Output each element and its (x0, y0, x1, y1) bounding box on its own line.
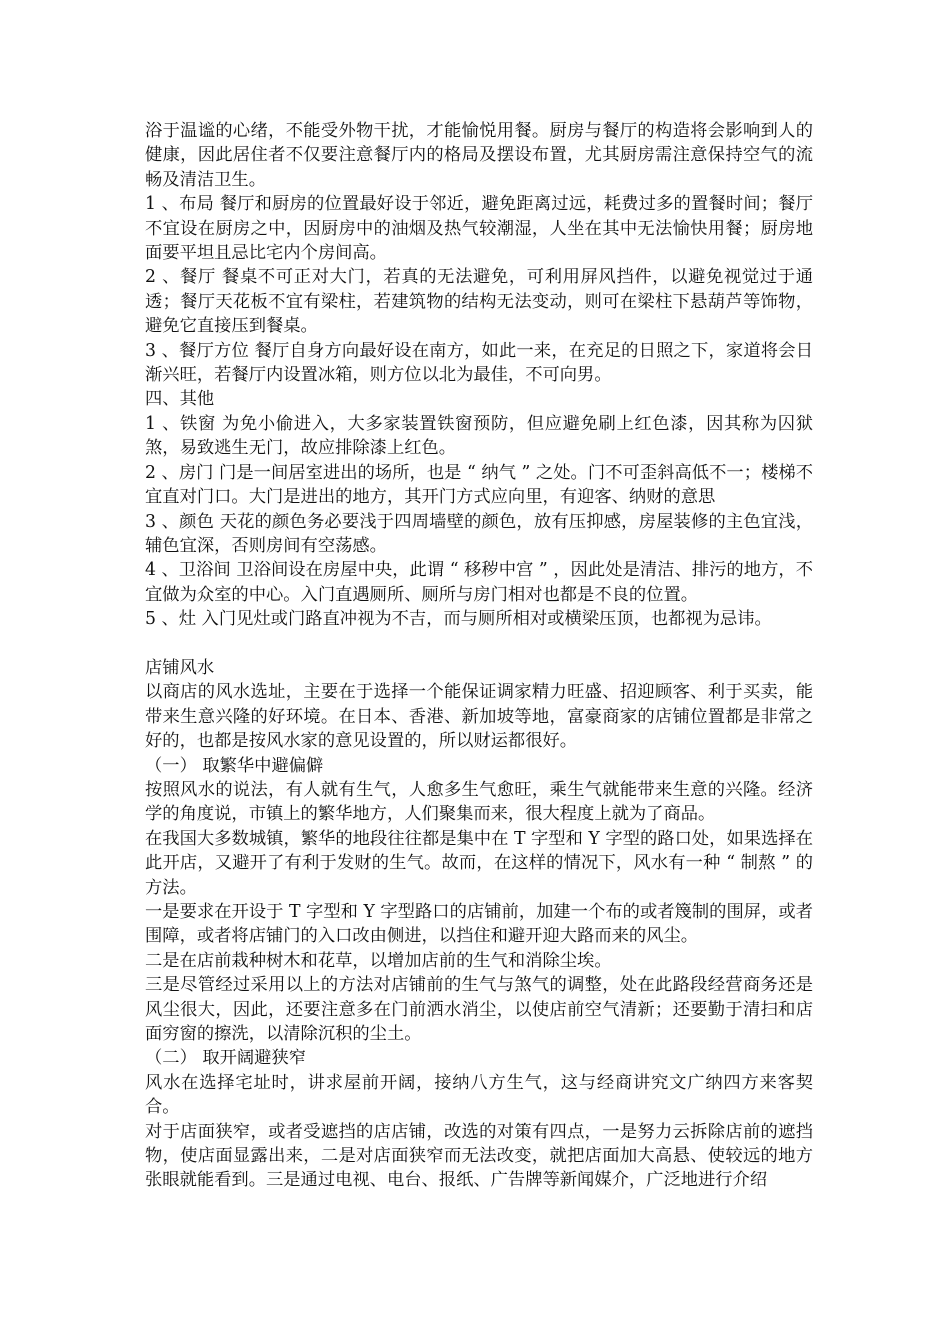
dining-item-layout: 1 、布局 餐厅和厨房的位置最好设于邻近，避免距离过远，耗费过多的置餐时间；餐厅不宜设在厨房之中，因厨房中的油烟及热气较潮湿，人坐在其中无法愉快用餐；厨房地面要平坦且忌比宅内个房间高。 (145, 194, 813, 264)
other-item-door: 2 、房门 门是一间居室进出的场所，也是 “ 纳气 ” 之处。门不可歪斜高低不一；楼梯不宜直对门口。大门是进出的地方，其开门方式应向里，有迎客、纳财的意思 (145, 462, 813, 508)
sub2-paragraph: 风水在选择宅址时，讲求屋前开阔，接纳八方生气，这与经商讲究文广纳四方来客契合。 (145, 1072, 813, 1118)
subsection-heading-2: （二） 取开阔避狭窄 (145, 1048, 307, 1069)
dining-item-table: 2 、餐厅 餐桌不可正对大门，若真的无法避免，可利用屏风挡件，以避免视觉过于通透；餐厅天花板不宜有梁柱，若建筑物的结构无法变动，则可在梁柱下悬葫芦等饰物，避免它直接压到餐桌。 (145, 267, 813, 337)
blank-line (145, 632, 813, 656)
sub2-paragraph: 对于店面狭窄，或者受遮挡的店店铺，改选的对策有四点，一是努力云拆除店前的遮挡物，使店面显露出来，二是对店面狭窄而无法改变，就把店面加大高悬、使较远的地方张眼就能看到。三是通过电视、电台、报纸、广告牌等新闻媒介，广泛地进行介绍 (145, 1121, 813, 1191)
sub1-paragraph: 一是要求在开设于 T 字型和 Y 字型路口的店铺前，加建一个布的或者篾制的围屏，或者围障，或者将店铺门的入口改由侧进，以挡住和避开迎大路而来的风尘。 (145, 901, 813, 947)
sub1-paragraph: 二是在店前栽种树木和花草，以增加店前的生气和消除尘埃。 (145, 950, 612, 971)
other-item-color: 3 、颜色 天花的颜色务必要浅于四周墙壁的颜色，放有压抑感，房屋装修的主色宜浅，辅色宜深，否则房间有空荡感。 (145, 511, 813, 556)
other-item-stove: 5 、灶 入门见灶或门路直冲视为不吉，而与厕所相对或横梁压顶，也都视为忌讳。 (145, 609, 772, 630)
other-item-window: 1 、铁窗 为免小偷进入，大多家装置铁窗预防，但应避免刷上红色漆，因其称为囚狱煞，易致逃生无门，故应排除漆上红色。 (145, 413, 813, 459)
dining-item-orientation: 3 、餐厅方位 餐厅自身方向最好设在南方，如此一来，在充足的日照之下，家道将会日渐兴旺，若餐厅内设置冰箱，则方位以北为最佳，不可向男。 (145, 340, 813, 386)
section-heading-other: 四、其他 (145, 389, 215, 410)
shop-intro: 以商店的风水选址，主要在于选择一个能保证调家精力旺盛、招迎顾客、利于买卖，能带来生意兴隆的好环境。在日本、香港、新加坡等地，富豪商家的店铺位置都是非常之好的，也都是按风水家的意见设置的，所以财运都很好。 (145, 682, 813, 752)
sub1-paragraph: 按照风水的说法，有人就有生气，人愈多生气愈旺，乘生气就能带来生意的兴隆。经济学的角度说，市镇上的繁华地方，人们聚集而来，很大程度上就为了商品。 (145, 779, 813, 825)
subsection-heading-1: （一） 取繁华中避偏僻 (145, 755, 324, 776)
sub1-paragraph: 在我国大多数城镇，繁华的地段往往都是集中在 T 字型和 Y 字型的路口处，如果选择在此开店，又避开了有利于发财的生气。故而，在这样的情况下，风水有一种 “ 制熬 ” 的方法。 (145, 828, 813, 898)
document-page (145, 119, 813, 1193)
sub1-paragraph: 三是尽管经过采用以上的方法对店铺前的生气与煞气的调整，处在此路段经营商务还是风尘很大，因此，还要注意多在门前洒水消尘，以使店前空气清新；还要勤于清扫和店面穷窗的擦洗，以清除沉积的尘土。 (145, 975, 813, 1045)
other-item-bathroom: 4 、卫浴间 卫浴间设在房屋中央，此谓 “ 移秽中宫 ” ，因此处是清洁、排污的地方，不宜做为众室的中心。入门直遇厕所、厕所与房门相对也都是不良的位置。 (145, 560, 813, 605)
section-title-shop: 店铺风水 (145, 657, 215, 678)
kitchen-dining-intro: 浴于温谧的心绪，不能受外物干扰，才能愉悦用餐。厨房与餐厅的构造将会影响到人的健康，因此居住者不仅要注意餐厅内的格局及摆设布置，尤其厨房需注意保持空气的流畅及清洁卫生。 (145, 121, 813, 190)
